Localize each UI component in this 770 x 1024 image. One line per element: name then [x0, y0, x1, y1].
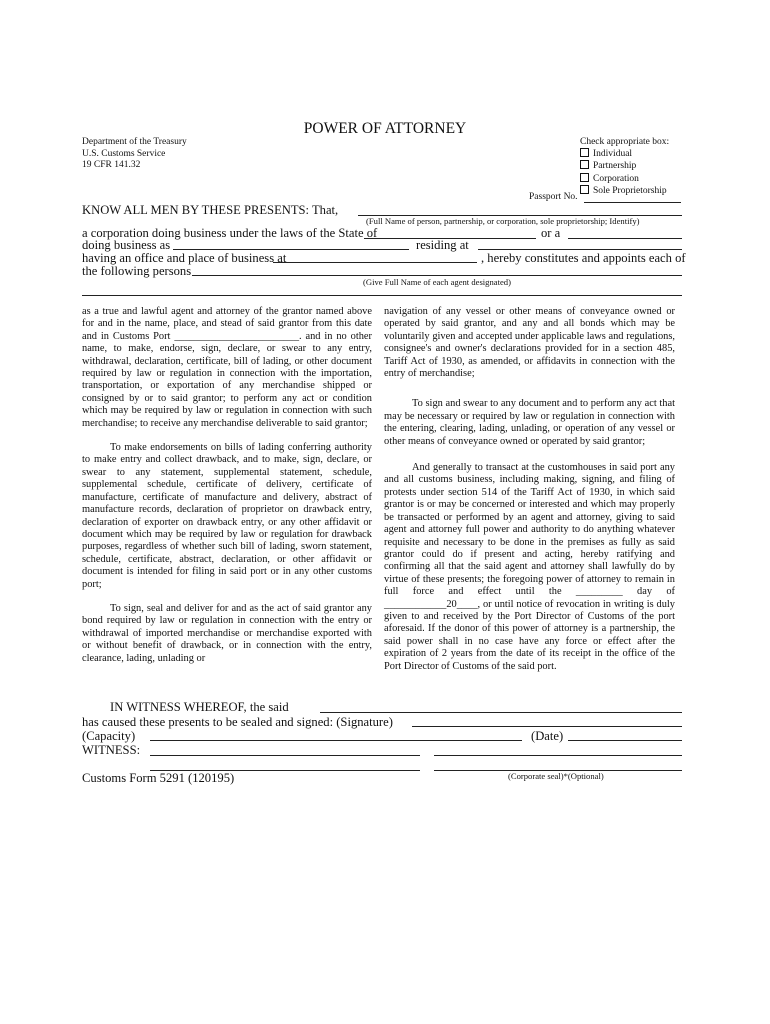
signature-field[interactable] [412, 726, 682, 727]
page-title: POWER OF ATTORNEY [303, 120, 467, 137]
office-address-field[interactable] [273, 262, 477, 263]
witness-label: WITNESS: [82, 743, 141, 757]
hereby-label: , hereby constitutes and appoints each of [481, 251, 686, 265]
witness-whereof-label: IN WITNESS WHEREOF, the said [110, 700, 289, 714]
date-label: (Date) [531, 729, 564, 743]
department-label: Department of the Treasury [82, 137, 187, 147]
cfr-label: 19 CFR 141.32 [82, 160, 141, 170]
following-persons-label: the following persons [82, 264, 192, 278]
checkbox-partnership[interactable] [580, 160, 669, 172]
right-column [384, 306, 675, 673]
corporate-seal-caption: (Corporate seal)*(Optional) [508, 771, 604, 781]
section-divider [82, 295, 682, 296]
doing-business-as-field[interactable] [173, 249, 409, 250]
checkbox-icon[interactable] [580, 173, 589, 182]
capacity-label: (Capacity) [82, 729, 136, 743]
office-line: having an office and place of business at [82, 251, 287, 265]
passport-label: Passport No. [529, 192, 578, 202]
left-paragraph-2: To make endorsements on bills of lading conferring authority to make entry and collect drawback, and to make, sign, declare, or swear to any statement, supplemental statement, schedule, supplemental schedule, certificate of delivery, certificate of manufacture, certificate of manufacture and delivery, abstract of manufacture records, declaration of proprietor on drawback entry, declaration of exporter on drawback entry, or any other affidavit or document which may be required by law or regulation for drawback purposes, regardless of whether such bill of lading, sworn statement, schedule, certificate, abstract, declaration, or other affidavit or document is intended for filing in said port or in any other customs port; [82, 442, 372, 590]
checkbox-label: Partnership [593, 161, 637, 172]
checkbox-label: Sole Proprietorship [593, 185, 667, 196]
checkbox-label: Corporation [593, 173, 639, 184]
date-field[interactable] [568, 740, 682, 741]
agents-field[interactable] [192, 275, 682, 276]
checkbox-label: Individual [593, 149, 633, 160]
entity-type-field[interactable] [568, 238, 682, 239]
checkbox-individual[interactable] [580, 148, 669, 160]
left-paragraph-1: as a true and lawful agent and attorney of the grantor named above for and in the name, place, and stead of said grantor from this date and in Customs Port ________________________. and in no other name, to make, endorse, sign, declare, or swear to any entry, withdrawal, declaration, certificate, bill of lading, or other document required by law or regulation in connection with the importation, transportation, or exportation of any merchandise shipped or consigned by or to said grantor; to perform any act or condition which may be required by law or regulation in connection with such merchandise; to receive any merchandise deliverable to said grantor; [82, 306, 372, 429]
witness-field-1[interactable] [150, 755, 420, 756]
right-paragraph-1: navigation of any vessel or other means of conveyance owned or operated by said grantor, and any and all bonds which may be voluntarily given and accepted under applicable laws and regulations, consignee's and owner's declarations provided for in a section 485, Tariff Act of 1930, as amended, or affidavits in connection with the entry of merchandise; [384, 306, 675, 380]
doing-business-as-label: doing business as [82, 238, 171, 252]
corporation-line: a corporation doing business under the laws of the State of [82, 226, 378, 240]
check-box-group [580, 137, 669, 197]
checkbox-icon[interactable] [580, 185, 589, 194]
service-label: U.S. Customs Service [82, 148, 166, 159]
caused-sealed-label: has caused these presents to be sealed and signed: (Signature) [82, 715, 393, 729]
know-all-men: KNOW ALL MEN BY THESE PRESENTS: That, [82, 203, 339, 217]
witness-field-2[interactable] [434, 755, 682, 756]
left-paragraph-3: To sign, seal and deliver for and as the act of said grantor any bond required by law or regulation in connection with the entry or withdrawal of imported merchandise or merchandise exported with or without benefit of drawback, or in connection with the entry, clearance, lading, unlading or [82, 602, 372, 664]
left-column [82, 306, 372, 665]
full-name-caption: (Full Name of person, partnership, or corporation, sole proprietorship; Identify) [366, 216, 640, 226]
checkbox-icon[interactable] [580, 148, 589, 157]
capacity-field[interactable] [150, 740, 522, 741]
grantor-signature-name-field[interactable] [320, 712, 682, 713]
checkbox-corporation[interactable] [580, 173, 669, 185]
passport-field[interactable] [584, 202, 681, 203]
or-a-label: or a [541, 226, 561, 240]
residing-at-label: residing at [416, 238, 469, 252]
checkbox-icon[interactable] [580, 160, 589, 169]
agent-caption: (Give Full Name of each agent designated) [363, 277, 511, 287]
form-id: Customs Form 5291 (120195) [82, 771, 235, 785]
right-paragraph-3: And generally to transact at the customhouses in said port any and all customs business, including making, signing, and filing of protests under section 514 of the Tariff Act of 1930, in which said grantor is or may be concerned or interested and which may properly be transacted or performed by an agent and attorney, giving to said agent and attorney full power and authority to do anything whatever requisite and necessary to be done in the premises as fully as said grantor could do if present and acting, hereby ratifying and confirming all that the said agent and attorney shall lawfully do by virtue of these presents; the foregoing power of attorney to remain in full force and effect until the _________ day of ____________20____, or until notice of revocation in writing is duly given to and received by the Port Director of Customs of the port aforesaid. If the donor of this power of attorney is a partnership, the said power shall in no case have any force or effect after the expiration of 2 years from the date of its receipt in the office of the Port Director of Customs of the said port. [384, 462, 675, 672]
header-left [82, 137, 187, 172]
checkbox-sole-proprietorship[interactable] [580, 185, 669, 197]
right-paragraph-2: To sign and swear to any document and to perform any act that may be necessary or required by law or regulation in connection with the entering, clearing, lading, unlading, or operation of any vessel or other means of conveyance owned or operated by said grantor; [384, 398, 675, 447]
check-box-heading: Check appropriate box: [580, 137, 670, 147]
residing-at-field[interactable] [478, 249, 682, 250]
